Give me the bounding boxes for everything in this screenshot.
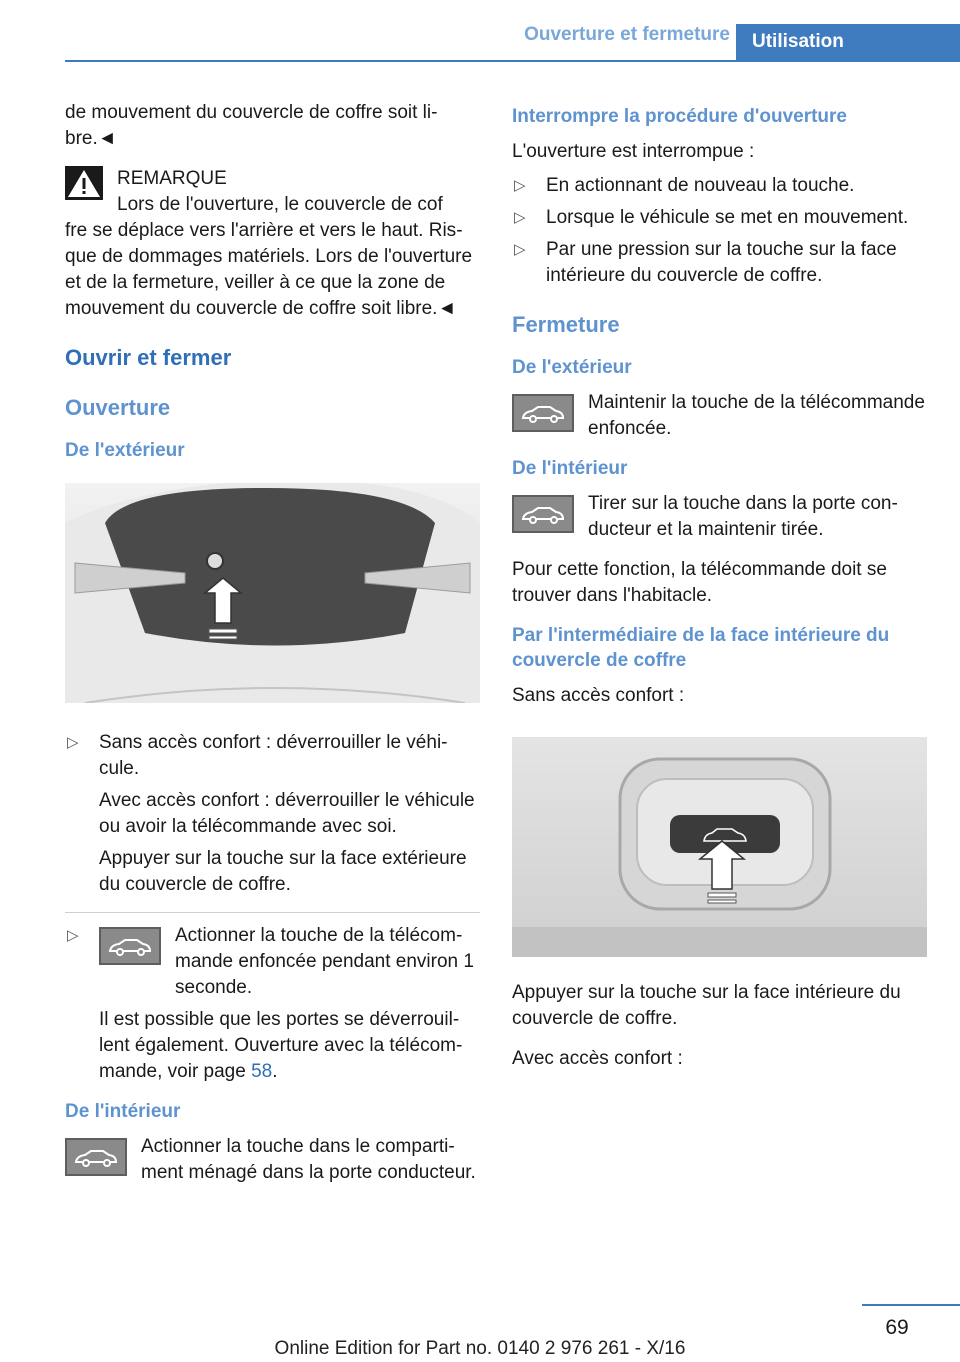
- paragraph: [99, 1007, 480, 1085]
- list-item-text: Lorsque le véhicule se met en mouvement.: [546, 207, 909, 228]
- paragraph: Appuyer sur la touche sur la face extérieure du couvercle de coffre.: [99, 848, 467, 895]
- warning-block: [65, 166, 480, 218]
- key-block: [99, 923, 480, 1001]
- text-span: Il est possible que les portes se déverrouillent également. Ouverture avec la télécommande, voir page: [99, 1009, 463, 1082]
- trunk-interior-button-illustration: [512, 737, 927, 957]
- page-link[interactable]: 58: [251, 1061, 273, 1082]
- text-span: .: [272, 1061, 278, 1082]
- header-rule: [65, 60, 960, 62]
- paragraph: de mouvement du couvercle de coffre soit libre.◄: [65, 102, 438, 149]
- paragraph: L'ouverture est interrompue :: [512, 141, 755, 162]
- paragraph: Appuyer sur la touche sur la face intérieure du couvercle de coffre.: [512, 982, 901, 1029]
- right-column: [512, 100, 932, 1086]
- key-block: [512, 390, 932, 442]
- paragraph: Sans accès confort : déverrouiller le véhicule.: [99, 732, 448, 779]
- paragraph: Sans accès confort :: [512, 685, 685, 706]
- car-trunk-key-icon: [65, 1138, 127, 1176]
- warning-text: fre se déplace vers l'arrière et vers le haut. Risque de dommages matériels. Lors de l'ouverture et de la fermeture, veiller à ce que la zone de mouvement du couvercle de coffre soit libre.◄: [65, 220, 473, 319]
- edition-footer: Online Edition for Part no. 0140 2 976 261 - X/16: [274, 1338, 686, 1359]
- list-item-text: Par une pression sur la touche sur la face intérieure du couvercle de coffre.: [546, 239, 897, 286]
- key-block: [65, 1134, 480, 1186]
- paragraph: Pour cette fonction, la télécommande doit se trouver dans l'habitacle.: [512, 559, 887, 606]
- paragraph: Maintenir la touche de la télécommande enfoncée.: [588, 392, 925, 439]
- bullet-icon: ▷: [514, 177, 526, 194]
- footer-rule: [862, 1304, 960, 1306]
- paragraph: Actionner la touche de la télécommande enfoncée pendant environ 1 seconde.: [175, 925, 474, 998]
- bullet-icon: ▷: [67, 734, 79, 751]
- car-trunk-key-icon: [512, 394, 574, 432]
- paragraph: Tirer sur la touche dans la porte conducteur et la maintenir tirée.: [588, 493, 898, 540]
- car-trunk-key-icon: [99, 927, 161, 965]
- bullet-icon: ▷: [514, 209, 526, 226]
- bullet-list: [65, 730, 480, 898]
- paragraph: Avec accès confort :: [512, 1048, 683, 1069]
- bullet-icon: ▷: [514, 241, 526, 258]
- heading-interieur: De l'intérieur: [512, 458, 628, 479]
- list-item: [65, 730, 480, 898]
- header-tab: Utilisation: [736, 24, 960, 62]
- paragraph: Actionner la touche dans le compartiment ménagé dans la porte conducteur.: [141, 1136, 476, 1183]
- bullet-icon: ▷: [67, 927, 79, 944]
- trunk-exterior-illustration: [65, 483, 480, 703]
- paragraph: Avec accès confort : déverrouiller le véhicule ou avoir la télécommande avec soi.: [99, 790, 475, 837]
- header-section-title: Ouverture et fermeture: [524, 24, 730, 45]
- key-block: [512, 491, 932, 543]
- list-item-text: En actionnant de nouveau la touche.: [546, 175, 855, 196]
- page-number: 69: [885, 1316, 909, 1339]
- divider: [65, 912, 480, 913]
- heading-ouvrir-fermer: Ouvrir et fermer: [65, 345, 232, 370]
- heading-face-interieure: Par l'intermédiaire de la face intérieure du couvercle de coffre: [512, 625, 890, 671]
- heading-exterieur: De l'extérieur: [512, 357, 632, 378]
- warning-label: REMARQUE: [117, 168, 227, 189]
- list-item: [65, 923, 480, 1085]
- bullet-list: [512, 173, 932, 289]
- bullet-list: [65, 923, 480, 1085]
- heading-ouverture: Ouverture: [65, 395, 171, 420]
- heading-exterieur: De l'extérieur: [65, 440, 185, 461]
- warning-line: Lors de l'ouverture, le couvercle de cof: [117, 194, 443, 215]
- left-column: [65, 100, 480, 1200]
- heading-fermeture: Fermeture: [512, 312, 620, 337]
- heading-interieur: De l'intérieur: [65, 1101, 181, 1122]
- list-item: [512, 173, 932, 199]
- list-item: [512, 237, 932, 289]
- car-trunk-key-icon: [512, 495, 574, 533]
- heading-interrompre: Interrompre la procédure d'ouverture: [512, 106, 847, 127]
- warning-triangle-icon: [65, 166, 103, 200]
- list-item: [512, 205, 932, 231]
